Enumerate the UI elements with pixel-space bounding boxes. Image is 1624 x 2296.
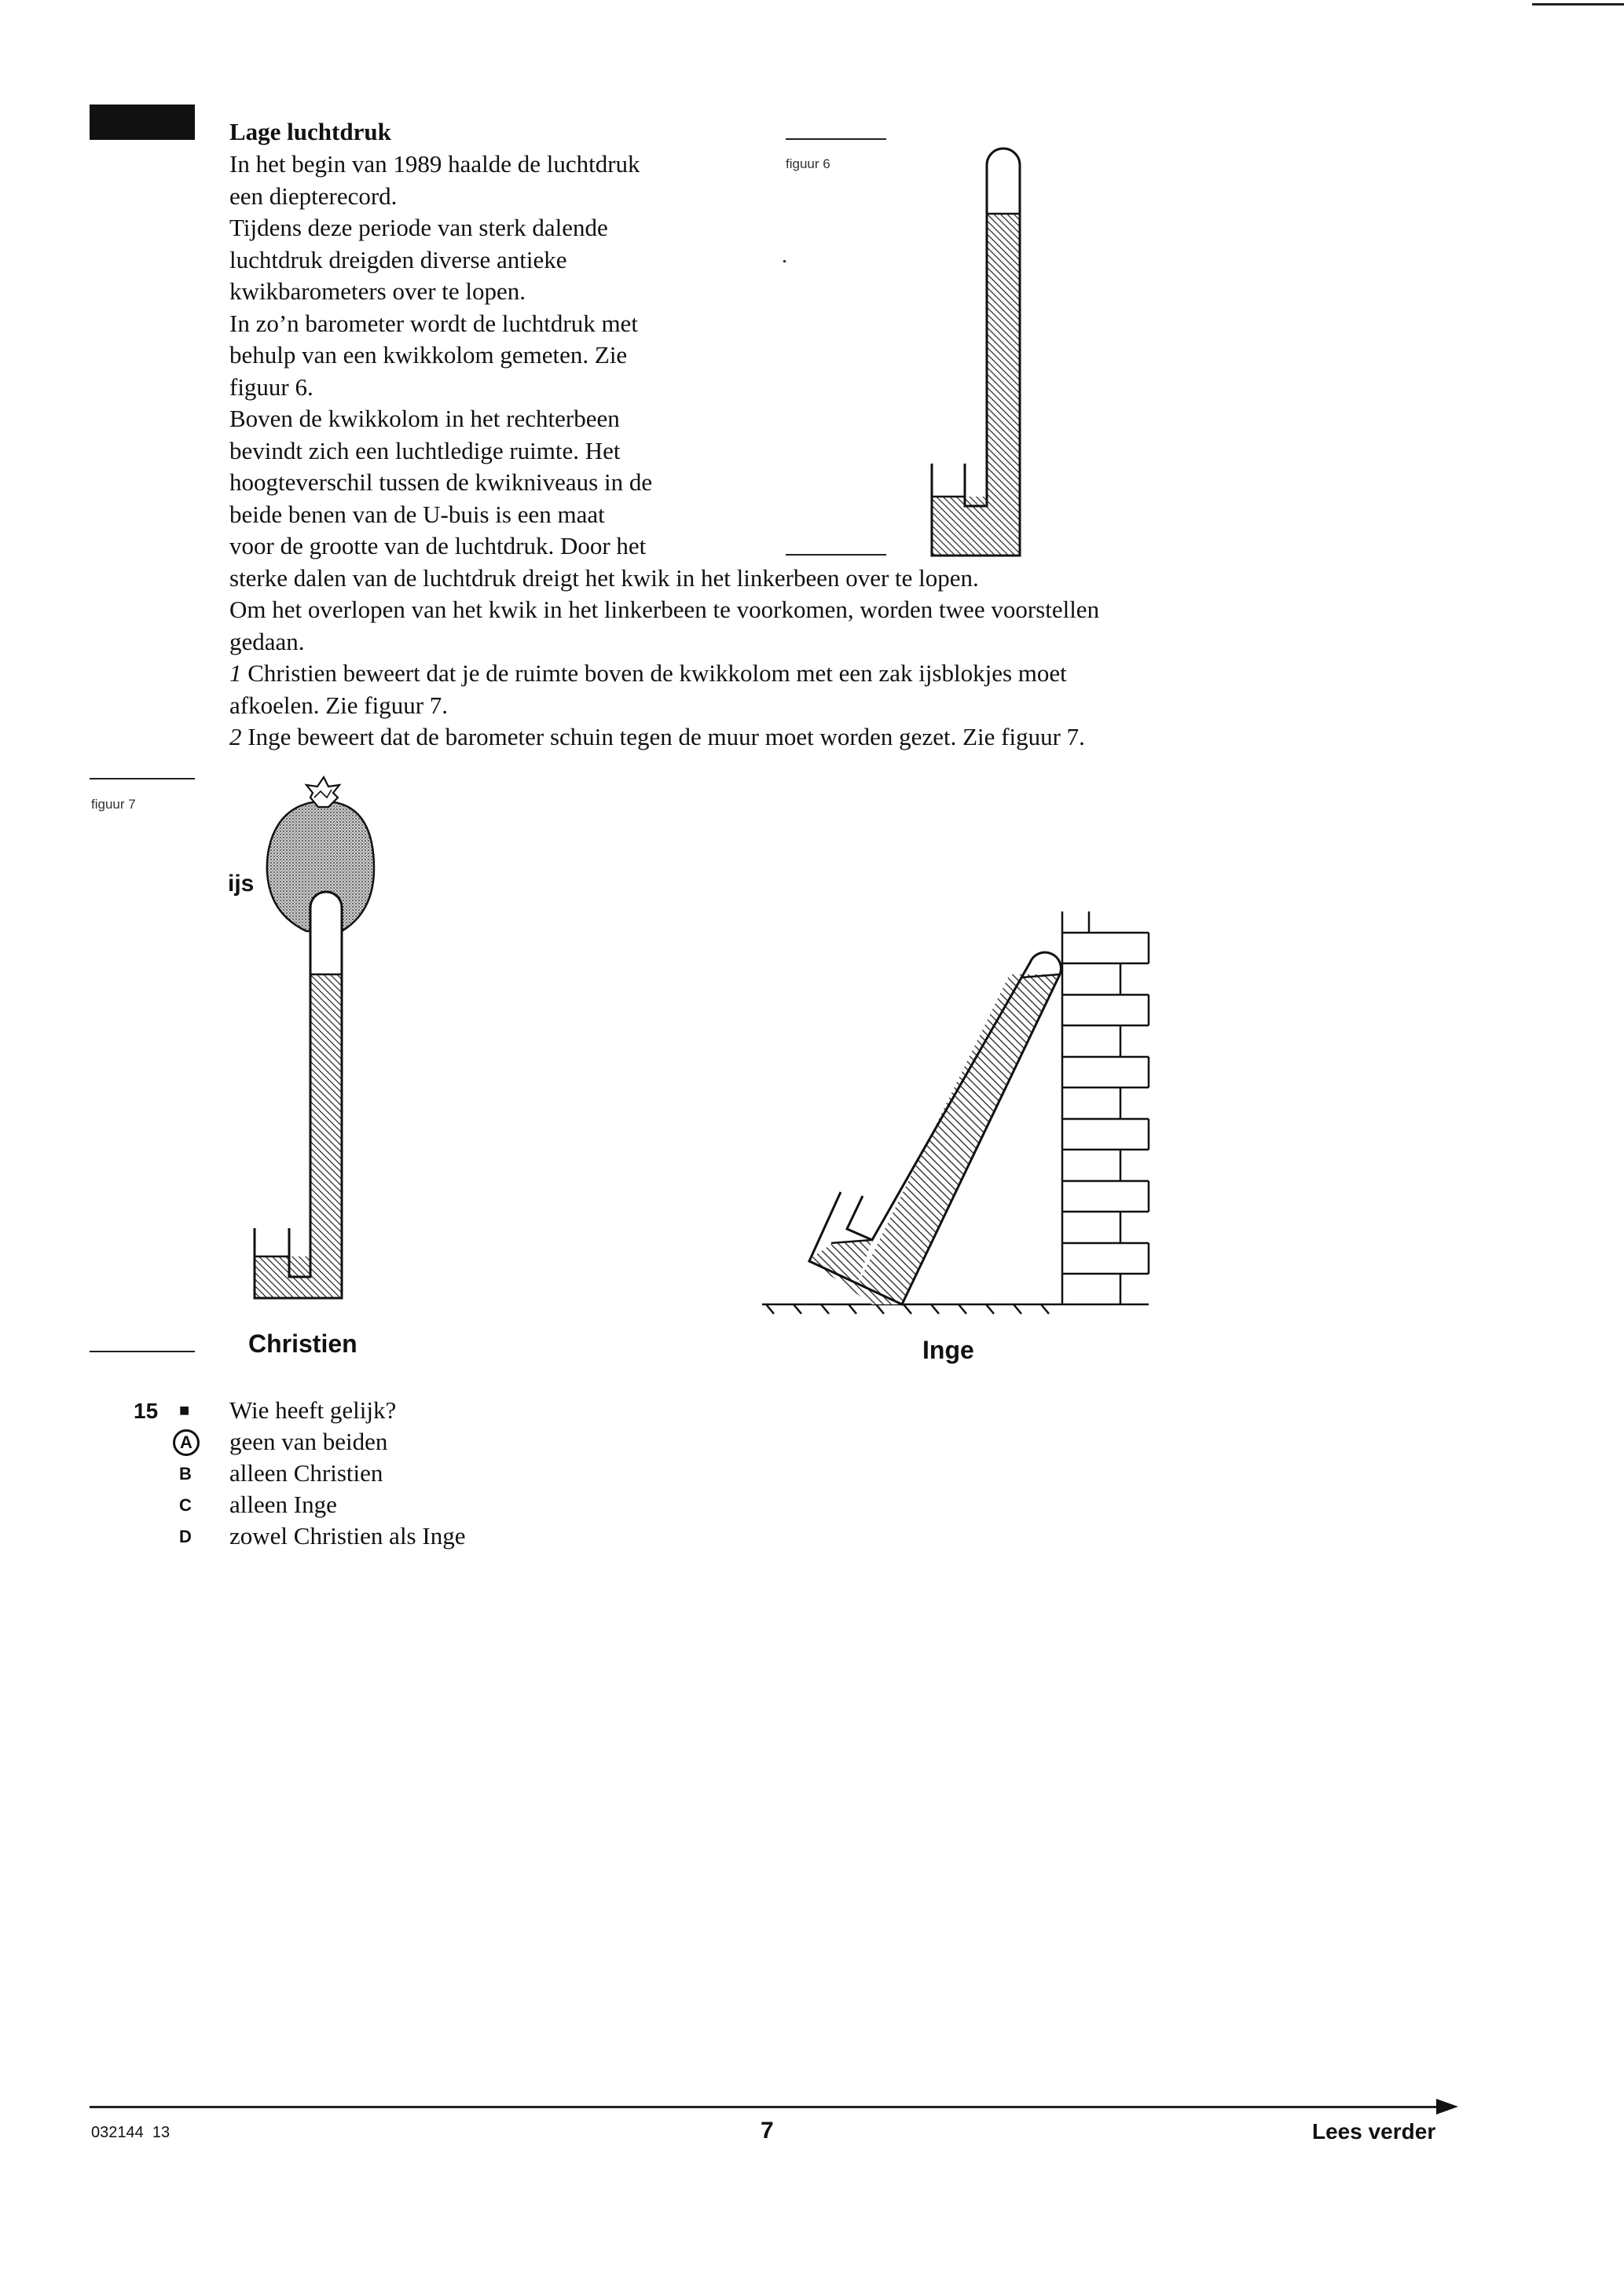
intro-line: beide benen van de U-buis is een maat [229,500,605,528]
intro-line: In zo’n barometer wordt de luchtdruk met [229,309,638,337]
proposal-2 [229,721,1099,754]
ground-line [762,1304,1062,1314]
intro-line: bevindt zich een luchtledige ruimte. Het [229,436,621,464]
answer-option-a[interactable] [171,1426,643,1458]
proposal-1-cont: afkoelen. Zie figuur 7. [229,691,449,719]
proposal-text: Christien beweert dat je de ruimte boven de kwikkolom met een zak ijsblokjes moet [247,659,1067,687]
fig6-top-rule [786,138,886,140]
margin-block [90,105,195,140]
brick-wall [1062,911,1149,1304]
arrow-right-icon [1436,2096,1458,2117]
fig7-bottom-rule [90,1351,195,1352]
intro-line: luchtdruk dreigden diverse antieke [229,245,567,273]
fig7-top-rule [90,778,195,779]
option-letter: B [179,1464,192,1484]
intro-line: kwikbarometers over te lopen. [229,277,526,305]
proposal-number: 1 [229,659,242,687]
option-text: geen van beiden [229,1428,388,1455]
intro-line: een diepterecord. [229,182,398,210]
body-line: Om het overlopen van het kwik in het linkerbeen te voorkomen, worden twee voorstellen [229,596,1100,623]
intro-line: Tijdens deze periode van sterk dalende [229,214,608,241]
option-text: zowel Christien als Inge [229,1522,466,1550]
answer-option-b[interactable] [171,1458,643,1489]
figure-7-christien [236,774,401,1324]
fig6-label: figuur 6 [786,156,830,171]
intro-line: In het begin van 1989 haalde de luchtdruk [229,150,640,178]
ice-label: ijs [228,871,255,897]
body-line: sterke dalen van de luchtdruk dreigt het kwik in het linkerbeen over te lopen. [229,563,979,592]
fig7-label: figuur 7 [91,797,136,812]
circled-a-icon [173,1429,200,1456]
christien-label: Christien [248,1330,357,1358]
intro-line: hoogteverschil tussen de kwikniveaus in de [229,468,653,496]
figure-6-barometer [919,134,1037,562]
option-letter: C [179,1495,192,1515]
lees-verder: Lees verder [1312,2119,1436,2144]
fig6-dot [783,260,786,262]
body-line: gedaan. [229,627,305,655]
question-marker: ■ [179,1400,190,1420]
option-letter: A [180,1432,192,1452]
question-number: 15 [134,1399,159,1423]
intro-line: figuur 6. [229,372,313,401]
section-title: Lage luchtdruk [229,118,391,145]
answer-option-c[interactable] [171,1489,643,1520]
corner-mark [1532,3,1624,6]
footer-code: 032144 13 [91,2124,170,2141]
proposal-1 [229,658,1099,690]
fig6-bottom-rule [786,554,886,556]
question-text: Wie heeft gelijk? [229,1396,397,1424]
answer-option-d[interactable] [171,1520,643,1552]
intro-line: voor de grootte van de luchtdruk. Door het [229,532,647,559]
proposal-number: 2 [229,723,242,750]
figure-7-inge [754,911,1163,1336]
option-text: alleen Inge [229,1491,337,1518]
page-number: 7 [761,2118,774,2144]
footer-rule [90,2106,1441,2108]
intro-line: Boven de kwikkolom in het rechterbeen [229,405,620,432]
option-text: alleen Christien [229,1459,383,1487]
option-letter: D [179,1527,192,1546]
inge-label: Inge [922,1336,974,1364]
proposal-text: Inge beweert dat de barometer schuin tegen de muur moet worden gezet. Zie figuur 7. [247,723,1085,750]
intro-line: behulp van een kwikkolom gemeten. Zie [229,341,628,369]
